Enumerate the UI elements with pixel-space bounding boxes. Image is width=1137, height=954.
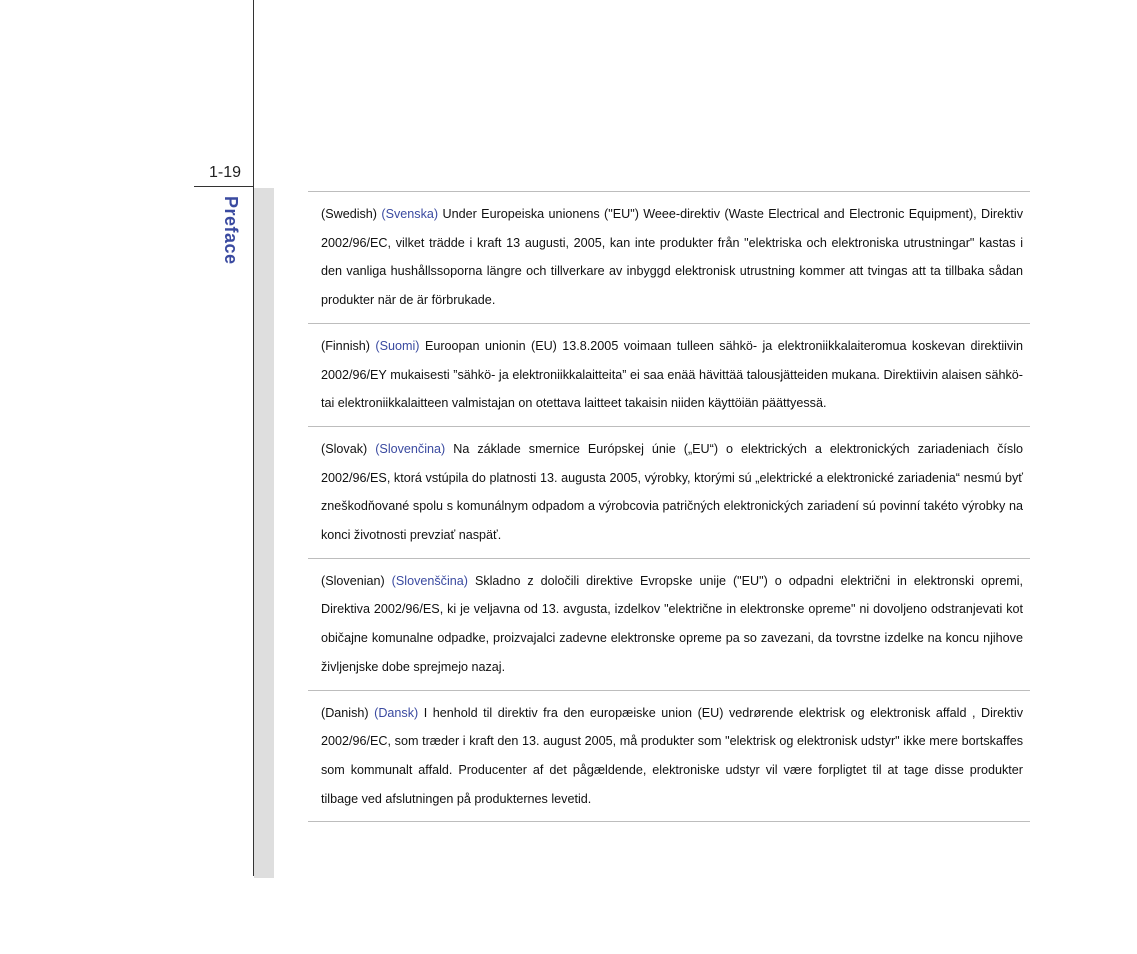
paragraph-text: Na základe smernice Európskej únie („EU“) o elektrických a elektronických zariadeniach číslo 2002/96/ES, ktorá vstúpila do platnosti 13. augusta 2005, výrobky, ktorými sú „elektrické a elektronické zariadenia“ nesmú byť zneškodňované spolu s komunálnym odpadom a výrobcovia patričných elektronických zariadení sú povinní takéto výrobky na konci životnosti prevziať naspäť. (321, 441, 1024, 543)
paragraph-text: Euroopan unionin (EU) 13.8.2005 voimaan tulleen sähkö- ja elektroniikkalaiteromua koskevan direktiivin 2002/96/EY mukaisesti ”sähkö- ja elektroniikkalaitteita” ei saa enää hävittää talousjätteiden mukana. Direktiivin alaisen sähkö- tai elektroniikkalaitteen valmistajan on otettava laitteet takaisin niiden käyttöiän päättyessä. (321, 338, 1024, 411)
language-name: (Slovenian) (321, 573, 385, 588)
paragraph-finnish (308, 324, 1030, 427)
native-language-name: (Dansk) (374, 705, 419, 720)
native-language-name: (Svenska) (381, 207, 439, 221)
paragraph-danish (308, 691, 1030, 823)
paragraph-text: Skladno z določili direktive Evropske unije ("EU") o odpadni električni in elektronski opremi, Direktiva 2002/96/ES, ki je veljavna od 13. avgusta, izdelkov "električne in elektronske opreme" ni dovoljeno odstranjevati kot običajne komunalne odpadke, proizvajalci zadevne elektronske opreme pa so zavezani, da tovrstne izdelke na koncu njihove življenjske dobe sprejmejo nazaj. (321, 573, 1024, 674)
sidebar-bar (254, 188, 274, 878)
sidebar-divider-horizontal (194, 186, 254, 187)
paragraph-slovenian (308, 559, 1030, 691)
native-language-name: (Suomi) (375, 338, 420, 353)
paragraph-text: Under Europeiska unionens ("EU") Weee-direktiv (Waste Electrical and Electronic Equipment), Direktiv 2002/96/EC, vilket trädde i kraft 13 augusti, 2005, kan inte produkter från "elektriska och elektroniska utrustningar" kastas i den vanliga hushållssoporna längre och tillverkare av inbyggd elektronisk utrustning kommer att tvingas att ta tillbaka sådan produkter när de är förbrukade. (321, 207, 1024, 308)
language-name: (Slovak) (321, 441, 368, 456)
section-label: Preface (221, 196, 241, 265)
paragraph-text: I henhold til direktiv fra den europæiske union (EU) vedrørende elektrisk og elektronisk affald , Direktiv 2002/96/EC, som træder i kraft den 13. august 2005, må produkter som "elektrisk og elektronisk udstyr" ikke mere bortskaffes som kommunalt affald. Producenter af det pågældende, elektroniske udstyr vil være forpligtet til at tage disse produkter tilbage ved afslutningen på produkternes levetid. (321, 705, 1024, 806)
language-name: (Finnish) (321, 338, 370, 353)
language-name: (Swedish) (321, 207, 377, 221)
page-number: 1-19 (209, 164, 242, 181)
language-name: (Danish) (321, 705, 369, 720)
paragraph-slovak (308, 427, 1030, 559)
native-language-name: (Slovenščina) (391, 573, 468, 588)
native-language-name: (Slovenčina) (375, 441, 446, 456)
paragraph-swedish (308, 192, 1030, 324)
content-area (308, 191, 1030, 822)
